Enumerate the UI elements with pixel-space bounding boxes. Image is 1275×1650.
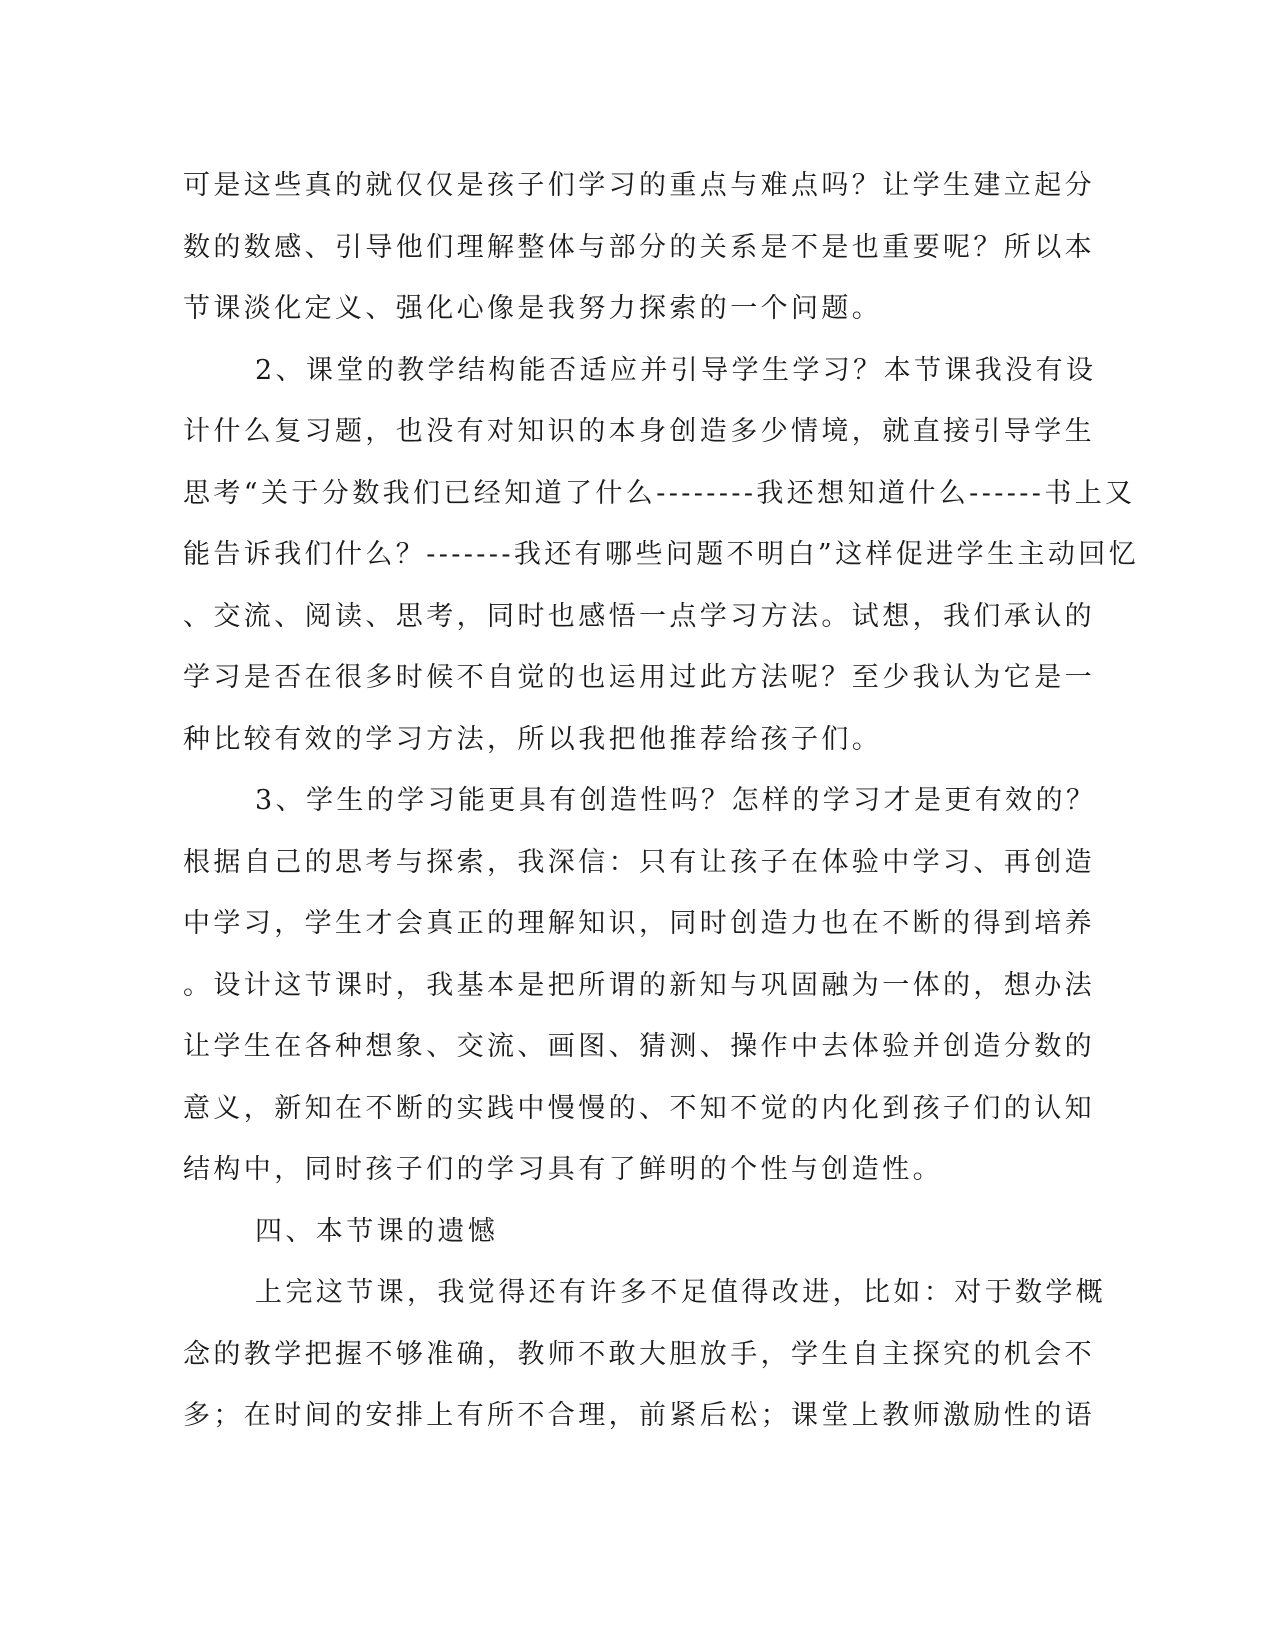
text-line: 数的数感、引导他们理解整体与部分的关系是不是也重要呢？所以本 — [183, 231, 1095, 263]
text-line: 学习是否在很多时候不自觉的也运用过此方法呢？至少我认为它是一 — [183, 662, 1095, 693]
text-line: 多；在时间的安排上有所不合理，前紧后松；课堂上教师激励性的语 — [183, 1400, 1095, 1431]
text-line: 计什么复习题，也没有对知识的本身创造多少情境，就直接引导学生 — [183, 416, 1095, 447]
text-line: 能告诉我们什么？-------我还有哪些问题不明白”这样促进学生主动回忆 — [183, 539, 1140, 570]
text-line: 思考“关于分数我们已经知道了什么--------我还想知道什么------书上又 — [183, 477, 1136, 509]
text-line: 意义，新知在不断的实践中慢慢的、不知不觉的内化到孩子们的认知 — [183, 1092, 1095, 1124]
text-line: 根据自己的思考与探索，我深信：只有让孩子在体验中学习、再创造 — [183, 846, 1095, 878]
paragraph-3-start: 3、学生的学习能更具有创造性吗？怎样的学习才是更有效的？ — [255, 785, 1097, 816]
text-line: 中学习，学生才会真正的理解知识，同时创造力也在不断的得到培养 — [183, 908, 1095, 939]
text-line: 结构中，同时孩子们的学习具有了鲜明的个性与创造性。 — [183, 1154, 943, 1185]
text-line: 。设计这节课时，我基本是把所谓的新知与巩固融为一体的，想办法 — [183, 969, 1095, 1001]
document-body — [183, 155, 1140, 1447]
text-line: 念的教学把握不够准确，教师不敢大胆放手，学生自主探究的机会不 — [183, 1338, 1095, 1370]
section-heading: 四、本节课的遗憾 — [255, 1215, 499, 1247]
text-line: 可是这些真的就仅仅是孩子们学习的重点与难点吗？让学生建立起分 — [183, 170, 1095, 201]
paragraph-2-start: 2、课堂的教学结构能否适应并引导学生学习？本节课我没有设 — [255, 354, 1097, 386]
text-line: 节课淡化定义、强化心像是我努力探索的一个问题。 — [183, 293, 883, 324]
paragraph-4-start: 上完这节课，我觉得还有许多不足值得改进，比如：对于数学概 — [255, 1277, 1107, 1308]
text-line: 、交流、阅读、思考，同时也感悟一点学习方法。试想，我们承认的 — [183, 600, 1095, 632]
text-line: 种比较有效的学习方法，所以我把他推荐给孩子们。 — [183, 723, 883, 755]
text-line: 让学生在各种想象、交流、画图、猜测、操作中去体验并创造分数的 — [183, 1031, 1095, 1062]
